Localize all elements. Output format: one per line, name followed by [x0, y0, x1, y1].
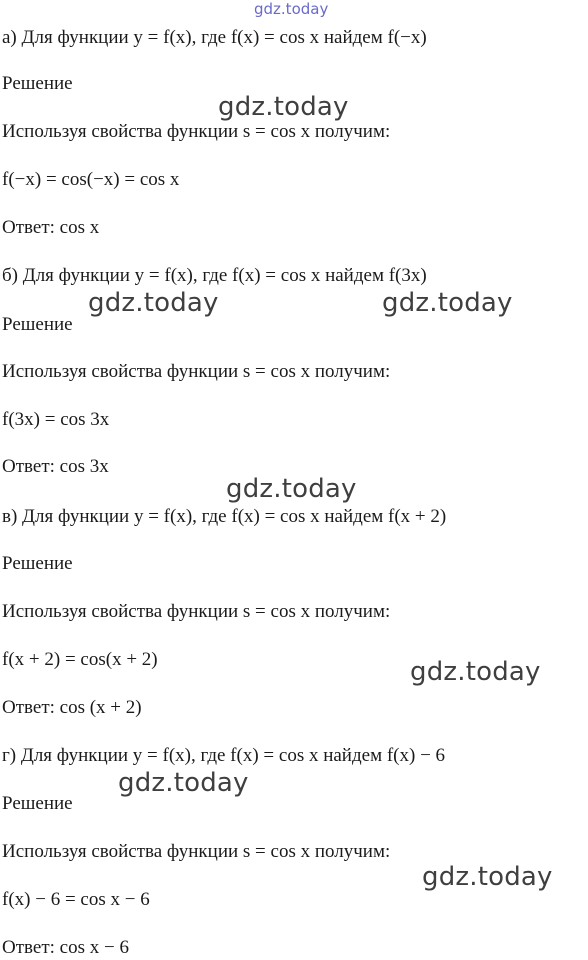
watermark: gdz.today: [226, 474, 357, 504]
solution-label-c: Решение: [2, 553, 73, 574]
task-b: б) Для функции y = f(x), где f(x) = cos x найдем f(3x): [2, 265, 427, 286]
equation-b: f(3x) = cos 3x: [2, 409, 110, 430]
equation-c: f(x + 2) = cos(x + 2): [2, 649, 158, 670]
answer-c: Ответ: cos (x + 2): [2, 697, 142, 718]
method-b: Используя свойства функции s = cos x получим:: [2, 361, 391, 382]
task-d: г) Для функции y = f(x), где f(x) = cos x найдем f(x) − 6: [2, 745, 446, 766]
method-d: Используя свойства функции s = cos x получим:: [2, 841, 391, 862]
watermark: gdz.today: [218, 92, 349, 122]
watermark: gdz.today: [118, 768, 249, 798]
answer-d: Ответ: cos x − 6: [2, 937, 129, 958]
equation-a: f(−x) = cos(−x) = cos x: [2, 169, 180, 190]
solution-label-a: Решение: [2, 73, 73, 94]
watermark: gdz.today: [410, 657, 541, 687]
answer-b: Ответ: cos 3x: [2, 456, 109, 477]
watermark: gdz.today: [88, 288, 219, 318]
method-a: Используя свойства функции s = cos x получим:: [2, 121, 391, 142]
solution-label-b: Решение: [2, 314, 73, 335]
answer-a: Ответ: cos x: [2, 217, 100, 238]
watermark: gdz.today: [382, 288, 513, 318]
watermark: gdz.today: [422, 862, 553, 892]
watermark-top: gdz.today: [254, 0, 329, 18]
task-c: в) Для функции y = f(x), где f(x) = cos x найдем f(x + 2): [2, 506, 447, 527]
equation-d: f(x) − 6 = cos x − 6: [2, 889, 150, 910]
task-a: а) Для функции y = f(x), где f(x) = cos x найдем f(−x): [2, 27, 427, 48]
method-c: Используя свойства функции s = cos x получим:: [2, 601, 391, 622]
solution-label-d: Решение: [2, 793, 73, 814]
